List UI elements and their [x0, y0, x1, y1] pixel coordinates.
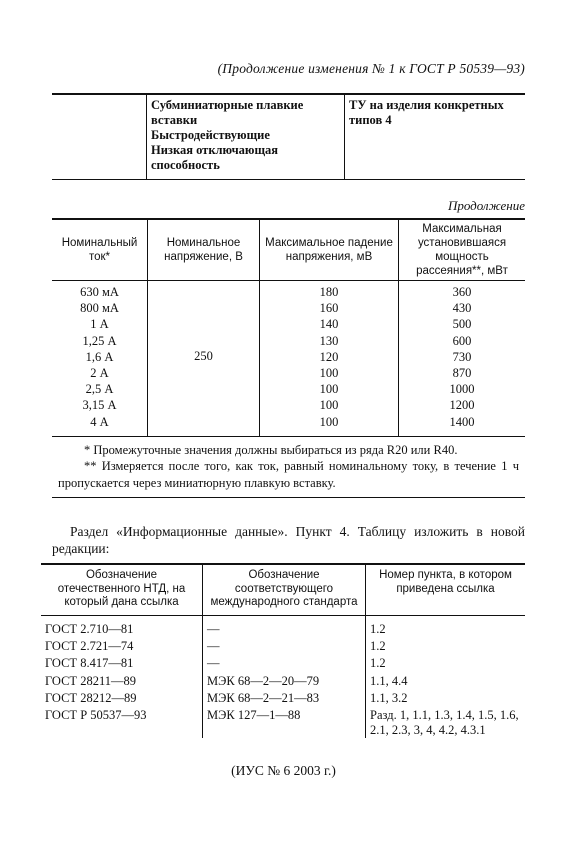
header-power-dissipation: Максимальная установившаяся мощность рассеяния**, мВт — [399, 219, 526, 281]
power-value: 500 — [452, 317, 472, 332]
fuse-type-table — [52, 93, 525, 180]
power-column — [399, 281, 526, 437]
voltage-drop-value: 180 — [319, 285, 339, 299]
fuse-type-line: Низкая отключающая способность — [151, 143, 279, 172]
intl-standard-cell: МЭК 68—2—20—79 — [203, 672, 366, 689]
fuse-type-cell — [147, 94, 345, 180]
power-value: 1200 — [449, 398, 475, 413]
power-value: 1400 — [449, 414, 475, 429]
footer-note: (ИУС № 6 2003 г.) — [231, 763, 336, 778]
header-clause: Номер пункта, в котором приведена ссылка — [366, 564, 526, 616]
current-value: 630 мА — [80, 285, 119, 299]
footnote-1: * Промежуточные значения должны выбираться из ряда R20 или R40. — [84, 442, 458, 457]
voltage-drop-value: 100 — [319, 414, 339, 429]
voltage-column — [148, 281, 260, 437]
clause-cell: 1.2 — [370, 639, 386, 654]
header-rated-current: Номинальный ток* — [52, 219, 148, 281]
ratings-table — [52, 218, 525, 498]
ntd-cell: ГОСТ 2.721—74 — [41, 637, 203, 654]
header-voltage-drop: Максимальное падение напряжения, мВ — [260, 219, 399, 281]
table-row — [41, 706, 525, 738]
voltage-drop-value: 100 — [319, 365, 339, 380]
power-value: 600 — [452, 333, 472, 348]
voltage-drop-value: 160 — [319, 301, 339, 316]
table-row — [41, 620, 525, 637]
current-value: 2 А — [90, 365, 109, 380]
clause-cell: 1.1, 3.2 — [370, 690, 408, 705]
power-value: 730 — [452, 349, 472, 364]
empty-cell — [52, 94, 147, 180]
continuation-label: Продолжение — [447, 198, 525, 213]
voltage-drop-value: 130 — [319, 333, 339, 348]
references-table — [41, 563, 525, 738]
ntd-cell: ГОСТ 28212—89 — [41, 689, 203, 706]
current-value: 1,6 А — [85, 349, 114, 364]
current-value: 1,25 А — [82, 333, 117, 348]
table-row — [41, 689, 525, 706]
clause-cell: 1.2 — [370, 622, 386, 636]
power-value: 360 — [452, 285, 472, 299]
ntd-cell: ГОСТ 8.417—81 — [41, 654, 203, 671]
voltage-drop-value: 100 — [319, 382, 339, 397]
ntd-cell: ГОСТ 2.710—81 — [41, 620, 203, 637]
header-intl-standard: Обозначение соответствующего международного стандарта — [203, 564, 366, 616]
voltage-drop-value: 120 — [319, 349, 339, 364]
current-value: 3,15 А — [82, 398, 117, 413]
intl-standard-cell: — — [203, 654, 366, 671]
intl-standard-cell: — — [203, 637, 366, 654]
clause-cell: 1.2 — [370, 656, 386, 671]
table-row — [41, 672, 525, 689]
footnotes — [52, 436, 525, 498]
clause-cell: Разд. 1, 1.1, 1.3, 1.4, 1.5, 1.6, 2.1, 2.3, 3, 4, 4.2, 4.3.1 — [370, 708, 519, 738]
rated-voltage-value: 250 — [194, 349, 213, 364]
table-row — [41, 637, 525, 654]
current-column — [52, 281, 148, 437]
current-value: 4 А — [90, 414, 109, 429]
intl-standard-cell: — — [203, 620, 366, 637]
footnote-2: ** Измеряется после того, как ток, равный номинальному току, в течение 1 ч пропускается через миниатюрную плавкую вставку. — [58, 459, 519, 490]
drop-column — [260, 281, 399, 437]
ntd-cell: ГОСТ Р 50537—93 — [41, 706, 203, 738]
tu-cell: ТУ на изделия конкретных типов 4 — [345, 94, 526, 180]
intl-standard-cell: МЭК 68—2—21—83 — [203, 689, 366, 706]
current-value: 2,5 А — [85, 382, 114, 397]
current-value: 800 мА — [80, 301, 119, 316]
fuse-type-line: Субминиатюрные плавкие вставки — [151, 98, 304, 127]
table-row — [41, 654, 525, 671]
voltage-drop-value: 140 — [319, 317, 339, 332]
header-ntd: Обозначение отечественного НТД, на который дана ссылка — [41, 564, 203, 616]
header-note: (Продолжение изменения № 1 к ГОСТ Р 50539—93) — [217, 61, 525, 76]
power-value: 1000 — [449, 382, 475, 397]
power-value: 430 — [452, 301, 472, 316]
clause-cell: 1.1, 4.4 — [370, 673, 408, 688]
ntd-cell: ГОСТ 28211—89 — [41, 672, 203, 689]
header-rated-voltage: Номинальное напряжение, В — [148, 219, 260, 281]
fuse-type-line: Быстродействующие — [151, 128, 270, 142]
power-value: 870 — [452, 365, 472, 380]
section-paragraph: Раздел «Информационные данные». Пункт 4. Таблицу изложить в новой редакции: — [52, 524, 525, 556]
current-value: 1 А — [90, 317, 109, 332]
voltage-drop-value: 100 — [319, 398, 339, 413]
intl-standard-cell: МЭК 127—1—88 — [203, 706, 366, 738]
